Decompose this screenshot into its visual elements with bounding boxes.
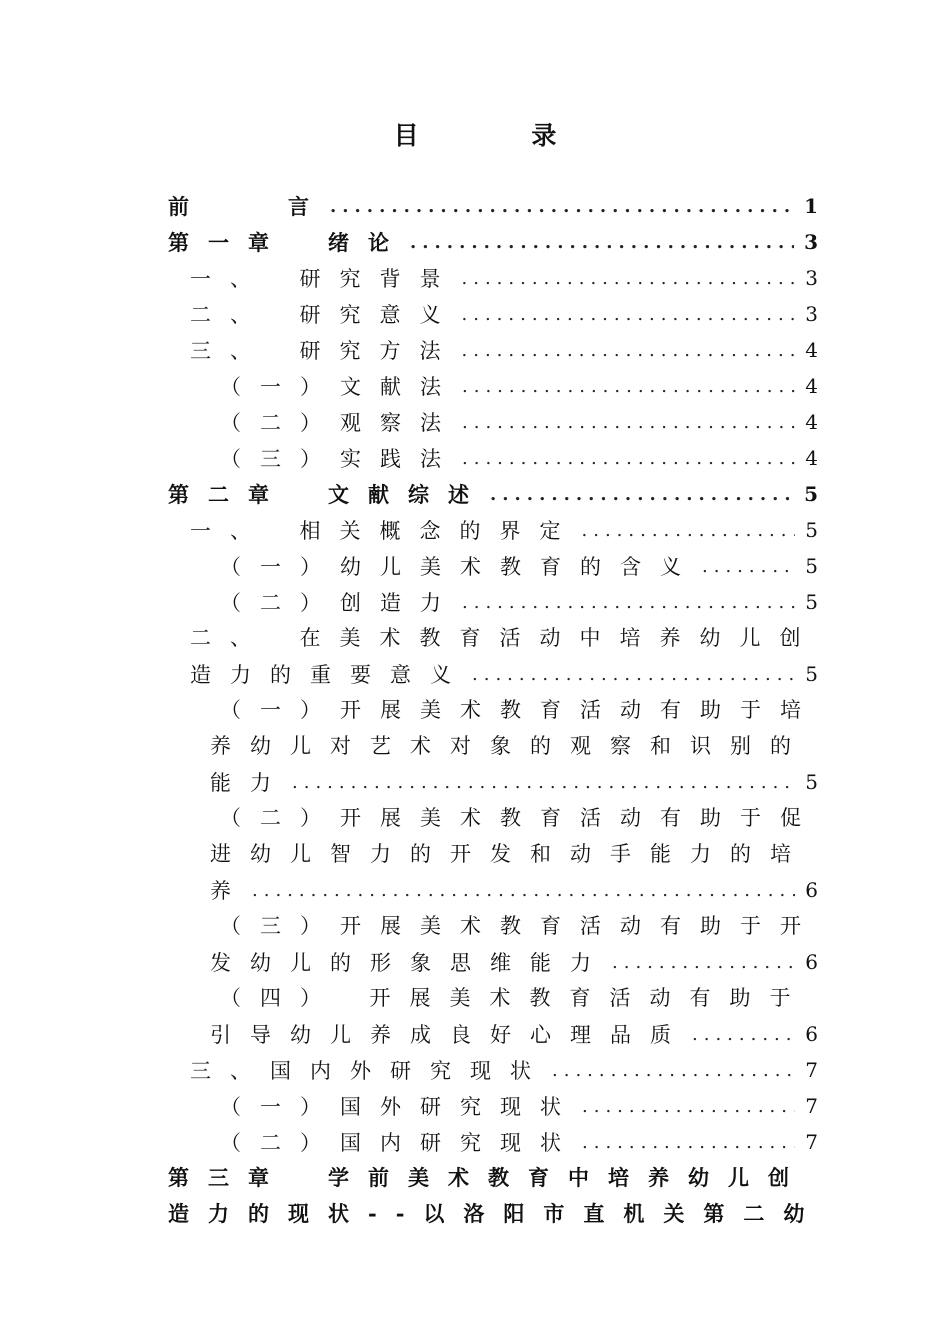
- toc-entry-1-2[interactable]: [168, 296, 818, 332]
- toc-entry-label: （三）实践法: [220, 447, 460, 471]
- toc-page-number: 1: [804, 194, 818, 218]
- toc-entry-last-line: [168, 1016, 818, 1052]
- toc-entry-chapter-3[interactable]: [168, 1160, 824, 1232]
- dot-leader: [462, 592, 795, 613]
- dot-leader: [692, 1024, 795, 1045]
- dot-leader: [582, 1096, 795, 1117]
- toc-entry-label: 第二章 文献综述: [168, 482, 488, 507]
- toc-entry-1-1[interactable]: [168, 260, 818, 296]
- toc-entry-1-3-1[interactable]: [168, 368, 818, 404]
- dot-leader: [462, 376, 795, 397]
- dot-leader: [462, 268, 796, 289]
- dot-leader: [252, 880, 795, 901]
- toc-entry-label: 三、 研究方法: [190, 339, 460, 363]
- toc-entry-chapter-2[interactable]: [168, 476, 818, 512]
- toc-entry-chapter-1[interactable]: [168, 224, 818, 260]
- toc-page-number: 5: [805, 554, 818, 578]
- toc-page-number: 3: [805, 266, 818, 290]
- toc-entry-label: 第一章 绪论: [168, 230, 408, 255]
- toc-page-number: 5: [805, 662, 818, 686]
- toc-entry-label: 引导幼儿养成良好心理品质: [210, 1023, 690, 1047]
- toc-entry-label: （一）文献法: [220, 375, 460, 399]
- toc-page-number: 6: [805, 950, 818, 974]
- toc-page-number: 7: [805, 1094, 818, 1118]
- dot-leader: [702, 556, 795, 577]
- toc-page-number: 5: [805, 590, 818, 614]
- toc-entry-2-3-2[interactable]: [168, 1124, 818, 1160]
- dot-leader: [462, 340, 796, 361]
- toc-page-number: 4: [805, 446, 818, 470]
- toc-entry-2-2-1[interactable]: [168, 692, 818, 800]
- toc-entry-preface[interactable]: [168, 188, 818, 224]
- toc-entry-label: 造力的重要意义: [190, 663, 470, 687]
- toc-entry-line: （四） 开展美术教育活动有助于: [220, 986, 810, 1010]
- toc-entry-last-line: [168, 764, 818, 800]
- table-of-contents: [168, 188, 824, 1232]
- toc-page-number: 6: [805, 1022, 818, 1046]
- toc-entry-line: （三）开展美术教育活动有助于开: [220, 914, 820, 938]
- toc-page-number: 7: [805, 1130, 818, 1154]
- toc-entry-2-2-4[interactable]: [168, 980, 818, 1052]
- toc-page-number: 3: [805, 302, 818, 326]
- toc-entry-1-3-3[interactable]: [168, 440, 818, 476]
- toc-entry-label: 二、 研究意义: [190, 303, 460, 327]
- toc-entry-label: 一、 相关概念的界定: [190, 519, 580, 543]
- dot-leader: [552, 1060, 795, 1081]
- toc-page-number: 5: [805, 770, 818, 794]
- toc-entry-label: 三、国内外研究现状: [190, 1059, 550, 1083]
- dot-leader: [490, 484, 794, 505]
- toc-page-number: 3: [804, 230, 818, 254]
- dot-leader: [330, 196, 794, 217]
- toc-entry-2-2[interactable]: [168, 620, 818, 692]
- toc-entry-label: 前 言: [168, 194, 328, 219]
- toc-entry-label: 一、 研究背景: [190, 267, 460, 291]
- toc-entry-label: 发幼儿的形象思维能力: [210, 951, 610, 975]
- toc-page-number: 4: [805, 410, 818, 434]
- dot-leader: [462, 304, 796, 325]
- toc-entry-2-3-1[interactable]: [168, 1088, 818, 1124]
- toc-entry-label: （一）幼儿美术教育的含义: [220, 555, 700, 579]
- toc-page-number: 5: [805, 518, 818, 542]
- page-title: 目 录: [393, 121, 609, 150]
- dot-leader: [612, 952, 795, 973]
- toc-entry-last-line: [168, 872, 818, 908]
- toc-entry-1-3-2[interactable]: [168, 404, 818, 440]
- toc-entry-2-3[interactable]: [168, 1052, 818, 1088]
- toc-entry-last-line: [168, 656, 818, 692]
- toc-page-number: 4: [805, 374, 818, 398]
- toc-entry-line: 养幼儿对艺术对象的观察和识别的: [210, 734, 810, 758]
- dot-leader: [462, 412, 795, 433]
- toc-entry-line: 造力的现状--以洛阳市直机关第二幼: [168, 1201, 824, 1226]
- toc-entry-line: 第三章 学前美术教育中培养幼儿创: [168, 1165, 808, 1190]
- toc-entry-label: 养: [210, 879, 250, 903]
- dot-leader: [462, 448, 795, 469]
- toc-entry-line: （二）开展美术教育活动有助于促: [220, 806, 820, 830]
- toc-entry-2-1-1[interactable]: [168, 548, 818, 584]
- toc-entry-label: 能力: [210, 771, 290, 795]
- toc-entry-line: （一）开展美术教育活动有助于培: [220, 698, 820, 722]
- toc-entry-1-3[interactable]: [168, 332, 818, 368]
- toc-entry-last-line: [168, 944, 818, 980]
- toc-entry-label: （二）国内研究现状: [220, 1131, 580, 1155]
- dot-leader: [582, 520, 796, 541]
- toc-page-number: 5: [804, 482, 818, 506]
- toc-entry-2-1[interactable]: [168, 512, 818, 548]
- toc-page-number: 7: [805, 1058, 818, 1082]
- toc-page-number: 4: [805, 338, 818, 362]
- toc-entry-2-2-3[interactable]: [168, 908, 818, 980]
- toc-entry-2-2-2[interactable]: [168, 800, 818, 908]
- toc-entry-label: （二）观察法: [220, 411, 460, 435]
- dot-leader: [292, 772, 795, 793]
- toc-entry-line: 二、 在美术教育活动中培养幼儿创: [190, 626, 820, 650]
- toc-page-number: 6: [805, 878, 818, 902]
- toc-entry-2-1-2[interactable]: [168, 584, 818, 620]
- toc-entry-label: （二）创造力: [220, 591, 460, 615]
- dot-leader: [410, 232, 794, 253]
- toc-entry-label: （一）国外研究现状: [220, 1095, 580, 1119]
- dot-leader: [472, 664, 795, 685]
- toc-entry-line: 进幼儿智力的开发和动手能力的培: [210, 842, 810, 866]
- dot-leader: [582, 1132, 795, 1153]
